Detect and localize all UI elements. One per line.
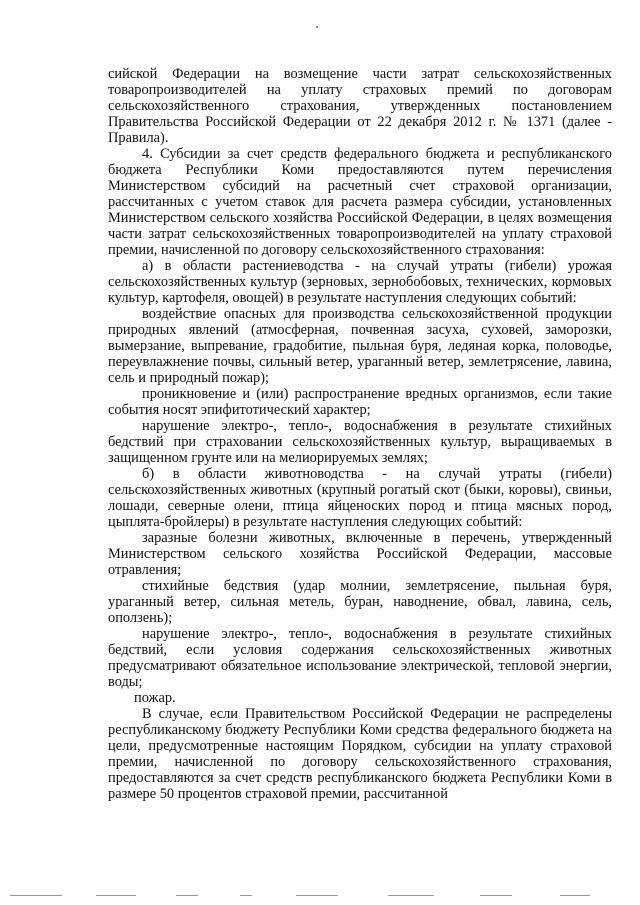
scan-artifact-line <box>240 895 252 896</box>
scan-artifact-dot <box>316 26 318 28</box>
paragraph-item-b: б) в области животноводства - на случай утраты (гибели) сельскохозяйственных животных (крупный рогатый скот (быки, коровы), свиньи, лошади, северные олени, птица яйценоских пород и птица мясных пород, цыплята-бройлеры) в результате наступления следующих событий: <box>108 466 612 530</box>
paragraph-continuation: сийской Федерации на возмещение части затрат сельскохозяйственных товаропроизводителей на уплату страховых премий по договорам сельскохозяйственного страхования, утвержденных постановлением Правительства Российской Федерации от 22 декабря 2012 г. № 1371 (далее - Правила). <box>108 66 612 146</box>
scan-artifact-line <box>10 895 62 896</box>
paragraph-utility-disruption-animals: нарушение электро-, тепло-, водоснабжения в результате стихийных бедствий, если условия содержания сельскохозяйственных животных предусматривают обязательное использование электрической, тепловой энергии, воды; <box>108 626 612 690</box>
paragraph-fire: пожар. <box>134 690 176 706</box>
scan-artifact-line <box>96 895 136 896</box>
paragraph-item-4: 4. Субсидии за счет средств федерального бюджета и республиканского бюджета Республики Коми предоставляются путем перечисления Министерством субсидий на расчетный счет страховой организации, рассчитанных с учетом ставок для расчета размера субсидии, установленных Министерством сельского хозяйства Российской Федерации, в целях возмещения части затрат сельскохозяйственных товаропроизводителей на уплату страховой премии, начисленной по договору сельскохозяйственного страхования: <box>108 146 612 258</box>
paragraph-item-a: а) в области растениеводства - на случай утраты (гибели) урожая сельскохозяйственных культур (зерновых, зернобобовых, технических, кормовых культур, картофеля, овощей) в результате наступления следующих событий: <box>108 258 612 306</box>
paragraph-utility-disruption-crops: нарушение электро-, тепло-, водоснабжения в результате стихийных бедствий при страховании сельскохозяйственных культур, выращиваемых в защищенном грунте или на мелиорируемых землях; <box>108 418 612 466</box>
scan-artifact-line <box>176 895 198 896</box>
scan-artifact-line <box>560 895 590 896</box>
paragraph-natural-phenomena: воздействие опасных для производства сельскохозяйственной продукции природных явлений (атмосферная, почвенная засуха, суховей, заморозки, вымерзание, выпревание, градобитие, пыльная буря, ледяная корка, половодье, переувлажнение почвы, сильный ветер, ураганный ветер, землетрясение, лавина, сель и природный пожар); <box>108 306 612 386</box>
paragraph-regional-budget-case: В случае, если Правительством Российской Федерации не распределены республиканскому бюджету Республики Коми средства федерального бюджета на цели, предусмотренные настоящим Порядком, субсидии на уплату страховой премии, начисленной по договору сельскохозяйственного страхования, предоставляются за счет средств республиканского бюджета Республики Коми в размере 50 процентов страховой премии, рассчитанной <box>108 706 612 802</box>
scan-artifact-line <box>480 895 512 896</box>
paragraph-animal-diseases: заразные болезни животных, включенные в перечень, утвержденный Министерством сельского хозяйства Российской Федерации, массовые отравления; <box>108 530 612 578</box>
scan-artifact-line <box>296 895 338 896</box>
scan-artifact-line <box>388 895 434 896</box>
paragraph-pests: проникновение и (или) распространение вредных организмов, если такие события носят эпифитотический характер; <box>108 386 612 418</box>
paragraph-natural-disasters: стихийные бедствия (удар молнии, землетрясение, пыльная буря, ураганный ветер, сильная метель, буран, наводнение, обвал, лавина, сель, оползень); <box>108 578 612 626</box>
